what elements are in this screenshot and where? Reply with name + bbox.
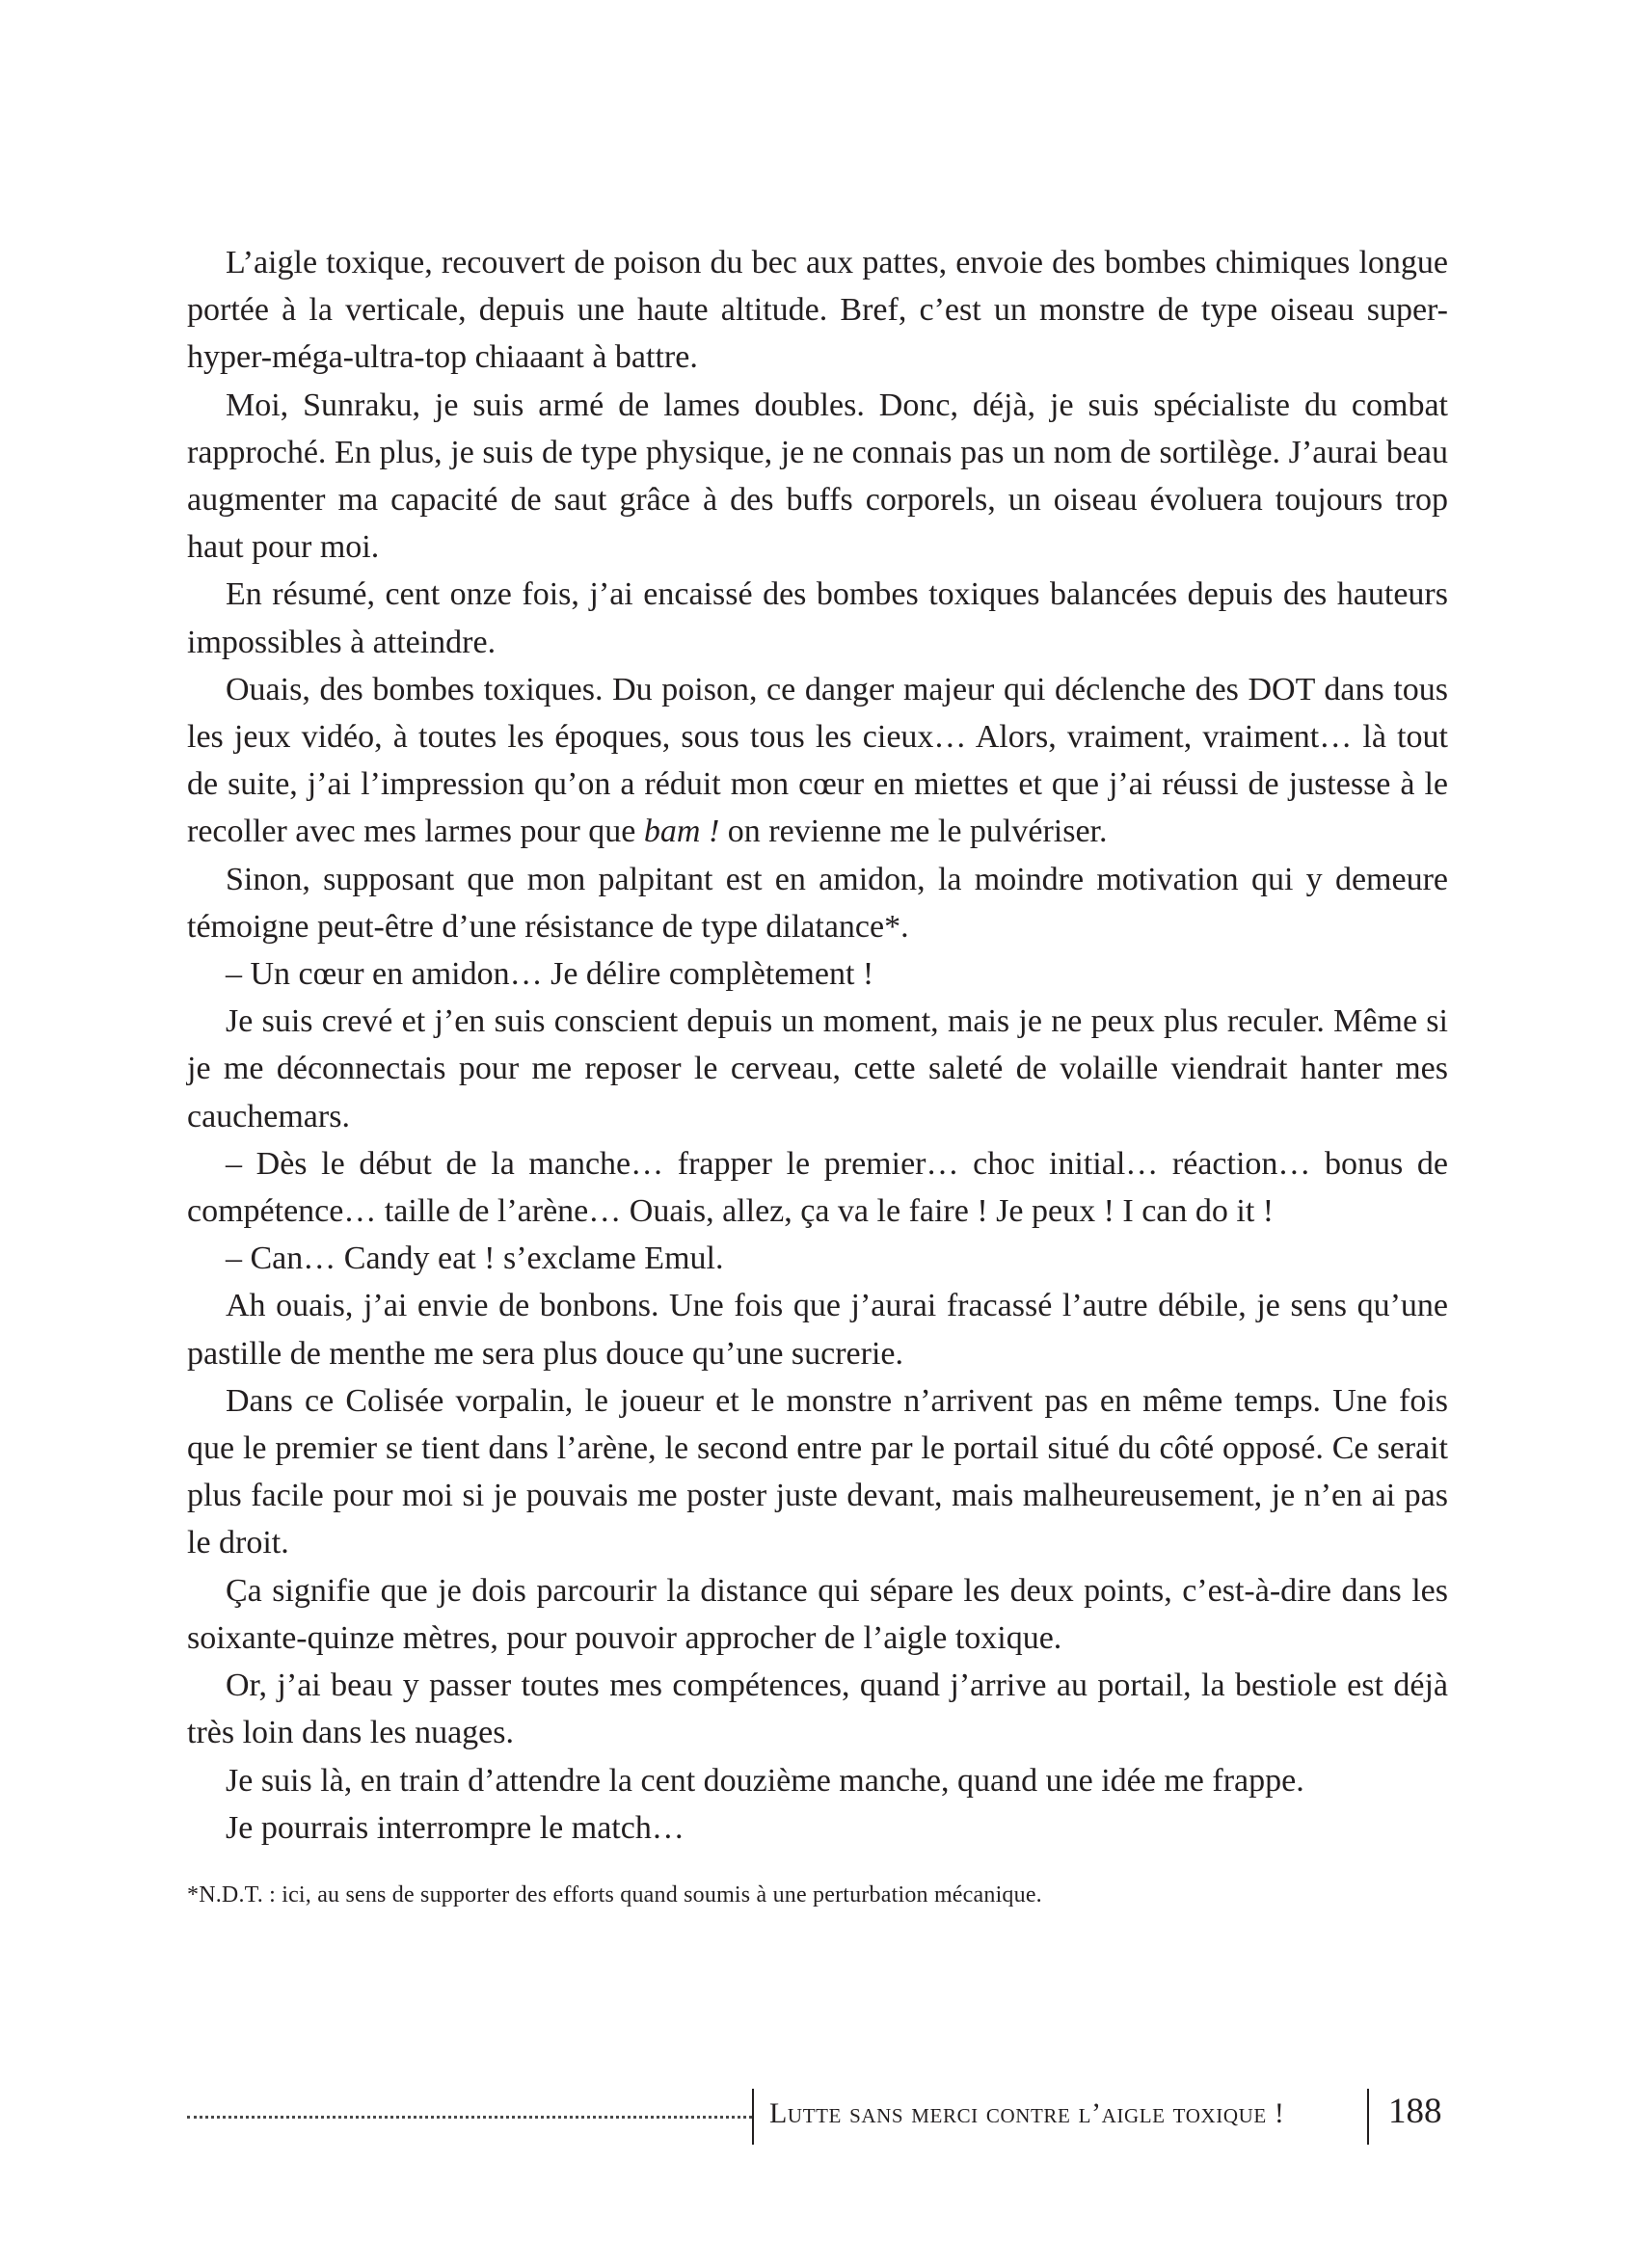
- paragraph: Sinon, supposant que mon palpitant est en amidon, la moindre motivation qui y demeure témoigne peut-être d’une résistance de type dilatance*.: [187, 861, 1448, 945]
- dialogue-line: – Can… Candy eat ! s’exclame Emul.: [226, 1241, 724, 1277]
- paragraph-text: Ouais, des bombes toxiques. Du poison, ce danger majeur qui déclenche des DOT dans tous les jeux vidéo, à toutes les époques, sous tous les cieux… Alors, vraiment, vraiment… là tout de suite, j’ai l’impression qu’on a réduit mon cœur en miettes et que j’ai réussi de justesse à le recoller avec mes larmes pour que: [187, 671, 1448, 850]
- paragraph: Je suis là, en train d’attendre la cent douzième manche, quand une idée me frappe.: [226, 1762, 1304, 1799]
- footer-divider: [752, 2089, 754, 2145]
- footer-divider: [1367, 2089, 1369, 2145]
- footnote: *N.D.T. : ici, au sens de supporter des efforts quand soumis à une perturbation mécanique.: [187, 1882, 1042, 1908]
- page-number: 188: [1388, 2092, 1442, 2131]
- paragraph: [187, 666, 1448, 856]
- paragraph: Je suis crevé et j’en suis conscient depuis un moment, mais je ne peux plus reculer. Même si je me déconnectais pour me reposer le cerveau, cette saleté de volaille viendrait hanter mes cauchemars.: [187, 1003, 1448, 1134]
- paragraph: Dans ce Colisée vorpalin, le joueur et le monstre n’arrivent pas en même temps. Une fois que le premier se tient dans l’arène, le second entre par le portail situé du côté opposé. Ce serait plus facile pour moi si je pouvais me poster juste devant, mais malheureusement, je n’en ai pas le droit.: [187, 1382, 1448, 1561]
- paragraph: Ça signifie que je dois parcourir la distance qui sépare les deux points, c’est-à-dire dans les soixante-quinze mètres, pour pouvoir approcher de l’aigle toxique.: [187, 1572, 1448, 1656]
- chapter-title: Lutte sans merci contre l’aigle toxique !: [769, 2097, 1285, 2129]
- paragraph: Moi, Sunraku, je suis armé de lames doubles. Donc, déjà, je suis spécialiste du combat rapproché. En plus, je suis de type physique, je ne connais pas un nom de sortilège. J’aurai beau augmenter ma capacité de saut grâce à des buffs corporels, un oiseau évoluera toujours trop haut pour moi.: [187, 387, 1448, 566]
- dialogue-line: – Dès le début de la manche… frapper le premier… choc initial… réaction… bonus de compétence… taille de l’arène… Ouais, allez, ça va le faire ! Je peux ! I can do it !: [187, 1145, 1448, 1230]
- paragraph-text: on revienne me le pulvériser.: [719, 814, 1108, 850]
- paragraph: Or, j’ai beau y passer toutes mes compétences, quand j’arrive au portail, la bestiole est déjà très loin dans les nuages.: [187, 1668, 1448, 1751]
- paragraph: Ah ouais, j’ai envie de bonbons. Une fois que j’aurai fracassé l’autre débile, je sens qu’une pastille de menthe me sera plus douce qu’une sucrerie.: [187, 1288, 1448, 1372]
- paragraph: L’aigle toxique, recouvert de poison du bec aux pattes, envoie des bombes chimiques longue portée à la verticale, depuis une haute altitude. Bref, c’est un monstre de type oiseau super-hyper-méga-ultra-top chiaaant à battre.: [187, 245, 1448, 376]
- paragraph: Je pourrais interrompre le match…: [226, 1809, 685, 1846]
- dialogue-line: – Un cœur en amidon… Je délire complètement !: [226, 956, 874, 993]
- page-body: [187, 239, 1448, 1852]
- dotted-rule: [187, 2116, 752, 2119]
- paragraph: En résumé, cent onze fois, j’ai encaissé des bombes toxiques balancées depuis des hauteurs impossibles à atteindre.: [187, 576, 1448, 660]
- italic-emphasis: bam !: [643, 814, 720, 850]
- running-footer: [187, 2077, 1460, 2145]
